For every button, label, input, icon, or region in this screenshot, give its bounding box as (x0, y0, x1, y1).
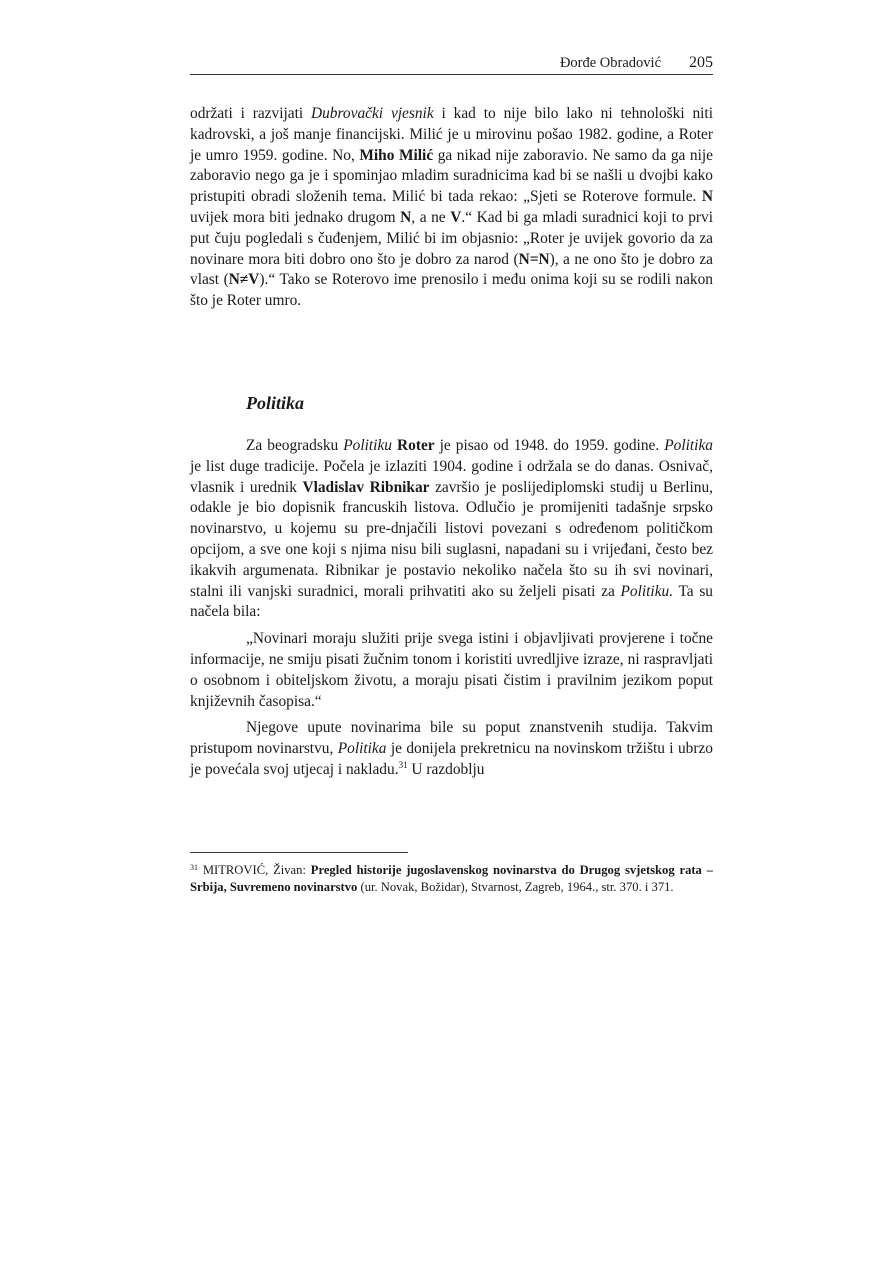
bold-name: Roter (397, 437, 435, 454)
footnote-separator (190, 852, 408, 853)
text-run: je pisao od 1948. do 1959. godine. (434, 437, 665, 454)
text-run: ).“ Tako se Roterovo ime prenosilo i među onima koji su se rodili nakon što je Roter umro. (190, 271, 713, 310)
footnote-reference[interactable]: 31 (398, 759, 408, 770)
text-run: je list duge tradicije. Počela je izlaziti 1904. godine i održala se do danas. Osnivač, vlasnik i urednik (190, 457, 713, 496)
text-run: održati i razvijati (190, 105, 311, 122)
paragraph-roter-formula (190, 104, 713, 312)
section-heading: Politika (246, 393, 304, 413)
paragraph-upute (190, 718, 713, 780)
text-run: U razdoblju (407, 760, 485, 778)
text-run: .“ Kad bi ga mladi suradnici koji to prvi put čuju pogledali s čuđenjem, Milić bi im objasnio: „Roter je uvijek govorio da za novinare mora biti dobro ono što je dobro za narod ( (190, 208, 714, 268)
italic-title: Politika (664, 437, 713, 454)
italic-title: Dubrovački vjesnik (311, 105, 434, 122)
bold-letter: V (450, 208, 462, 226)
bold-letter: N (701, 188, 713, 206)
block-quote: „Novinari moraju služiti prije svega istini i objavljivati provjerene i točne informacije, ne smiju pisati žučnim tonom i koristiti uvredljive izraze, ni raspravljati o osobnom i obiteljskom životu, a moraju pisati čistim i pravilnim jezikom poput književnih časopisa.“ (190, 630, 713, 710)
body-text-politika (190, 436, 713, 781)
text-run: ), a ne ono što je dobro za vlast ( (190, 250, 713, 289)
bold-letter: N (400, 208, 412, 226)
text-run: Za beogradsku (246, 437, 344, 454)
text-run: Njegove upute novinarima bile su poput znanstvenih studija. Takvim pristupom novinarstvu, (190, 719, 713, 758)
bold-citation-title: Pregled historije jugoslavenskog novinarstva do Drugog svjetskog rata – Srbija, Suvremeno novinarstvo (190, 863, 713, 894)
bold-formula: N=N (518, 250, 550, 268)
text-run: MITROVIĆ, Živan: (198, 863, 311, 877)
italic-title: Politiku. (620, 582, 674, 600)
text-run: Ta su načela bila: (190, 582, 714, 621)
running-header (190, 52, 713, 75)
bold-formula: N≠V (228, 271, 260, 289)
footnote-31 (190, 862, 713, 896)
header-author: Đorđe Obradović (559, 55, 661, 71)
text-run: , a ne (411, 208, 451, 226)
bold-name: Miho Milić (359, 146, 434, 164)
text-run: završio je poslijediplomski studij u Berlinu, odakle je bio dopisnik francuskih listova. Odlučio je promijeniti tadašnje srpsko novinarstvo, u kojemu su pre-dnjačili listovi povezani s određenom političkom opcijom, a sve one koji s njima nisu bili suglasni, napadani su i vrijeđani, često bez ikakvih argumenata. Ribnikar je postavio nekoliko načela što su ih svi novinari, stalni ili vanjski suradnici, morali prihvatiti ako su željeli pisati za (190, 478, 713, 600)
text-run: ga nikad nije zaboravio. Ne samo da ga nije zaboravio nego ga je i spominjao mladim suradnicima kad bi se našli u dvojbi kako pristupiti obradi složenih tema. Milić bi tada rekao: „Sjeti se Roterove formule. (190, 146, 714, 206)
italic-title: Politika (337, 740, 387, 758)
text-run: uvijek mora biti jednako drugom (190, 208, 401, 226)
text-run: je donijela prekretnicu na novinskom tržištu i ubrzo je povećala svoj utjecaj i nakladu. (190, 740, 714, 778)
text-run: (ur. Novak, Božidar), Stvarnost, Zagreb, 1964., str. 370. i 371. (357, 880, 674, 894)
page-number: 205 (689, 54, 713, 71)
text-run: i kad to nije bilo lako ni tehnološki niti kadrovski, a još manje financijski. Milić je u mirovinu pošao 1982. godine, a Roter je umro 1959. godine. No, (190, 105, 713, 164)
italic-title: Politiku (343, 437, 392, 454)
paragraph-politika-intro (190, 436, 713, 623)
bold-name: Vladislav Ribnikar (302, 478, 430, 496)
footnote-number: 31 (190, 863, 198, 872)
body-text-top (190, 104, 713, 312)
